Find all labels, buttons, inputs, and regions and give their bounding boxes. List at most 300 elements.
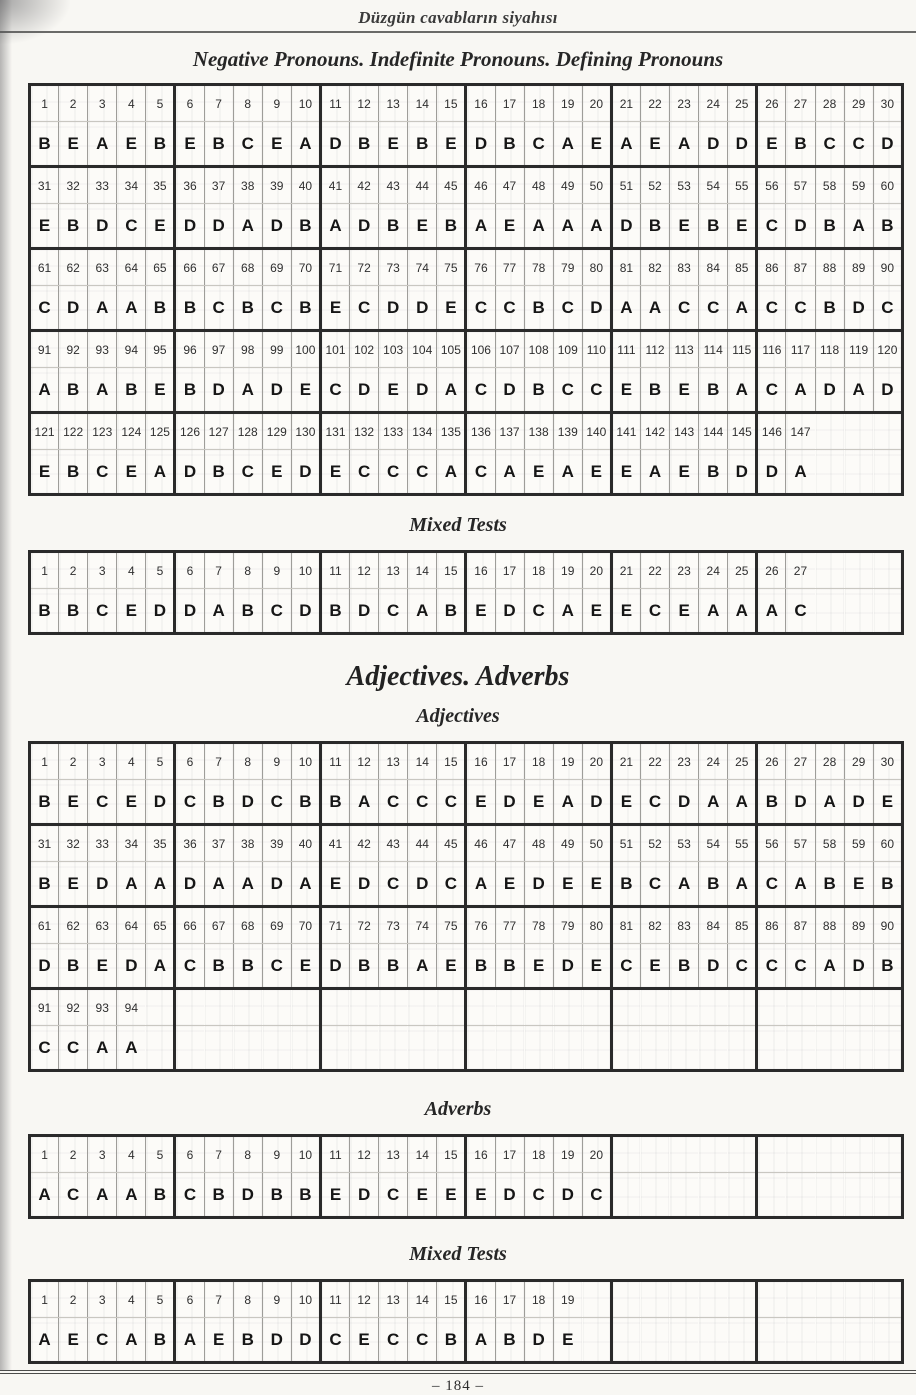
answer-letter: D (408, 286, 437, 331)
answer-letter: B (291, 1173, 320, 1218)
answer-letter: E (611, 450, 640, 495)
answer-letter: D (350, 589, 379, 634)
answer-letter (728, 1173, 757, 1218)
answer-letter: D (408, 368, 437, 413)
answer-letter (815, 450, 844, 495)
answer-letter: B (466, 944, 495, 989)
question-number: 5 (146, 1281, 175, 1318)
answer-letter: C (873, 286, 902, 331)
question-number: 10 (291, 85, 320, 122)
question-number: 88 (815, 907, 844, 944)
answer-letter: B (320, 780, 349, 825)
answer-letter (611, 1026, 640, 1071)
question-number: 123 (88, 413, 117, 450)
question-number: 7 (204, 1136, 233, 1173)
question-number: 60 (873, 167, 902, 204)
answer-letter: D (175, 862, 204, 907)
answer-letter: C (437, 780, 466, 825)
question-number: 74 (408, 249, 437, 286)
answer-letter (757, 1026, 786, 1071)
question-number: 36 (175, 825, 204, 862)
question-number (815, 989, 844, 1026)
answer-letter: A (117, 1318, 146, 1363)
answer-letter: E (466, 780, 495, 825)
question-number: 17 (495, 552, 524, 589)
answer-letter: E (495, 204, 524, 249)
answer-letter: E (59, 1318, 88, 1363)
answer-letter (175, 1026, 204, 1071)
question-number (728, 1136, 757, 1173)
answer-letter: C (88, 450, 117, 495)
answer-letter: B (495, 122, 524, 167)
question-number (873, 1136, 902, 1173)
answer-letter: C (320, 1318, 349, 1363)
question-number: 114 (699, 331, 728, 368)
question-number: 40 (291, 825, 320, 862)
question-number: 22 (640, 743, 669, 780)
answer-letter: A (88, 122, 117, 167)
answer-letter: E (291, 944, 320, 989)
question-number: 46 (466, 167, 495, 204)
answer-letter: A (88, 368, 117, 413)
answer-letter: D (350, 862, 379, 907)
answer-grid-mixed-tests-2 (0, 1279, 916, 1364)
question-number: 13 (379, 1136, 408, 1173)
answer-letter: C (728, 944, 757, 989)
answer-grid-mixed-tests-1 (0, 550, 916, 635)
answer-letter: D (873, 122, 902, 167)
question-number (815, 1136, 844, 1173)
answer-letter: A (233, 204, 262, 249)
answer-letter: E (379, 368, 408, 413)
answer-letter (873, 450, 902, 495)
answer-letter: D (204, 368, 233, 413)
question-number: 1 (30, 552, 59, 589)
answer-letter (699, 1173, 728, 1218)
question-number: 100 (291, 331, 320, 368)
question-number: 20 (582, 1136, 611, 1173)
question-number: 82 (640, 907, 669, 944)
answer-letter: B (437, 204, 466, 249)
answer-letter: E (582, 122, 611, 167)
question-number: 10 (291, 743, 320, 780)
answer-letter (815, 1026, 844, 1071)
answer-letter: E (379, 122, 408, 167)
question-number: 12 (350, 1136, 379, 1173)
answer-letter: C (786, 286, 815, 331)
answer-letter: A (408, 589, 437, 634)
question-number: 26 (757, 743, 786, 780)
answer-letter: D (495, 780, 524, 825)
question-number: 89 (844, 249, 873, 286)
question-number: 3 (88, 1136, 117, 1173)
answer-letter: A (88, 1173, 117, 1218)
question-number: 142 (640, 413, 669, 450)
question-number (728, 1281, 757, 1318)
question-number: 91 (30, 331, 59, 368)
question-number (611, 1281, 640, 1318)
answer-letter: B (59, 589, 88, 634)
question-number: 19 (553, 552, 582, 589)
question-number: 23 (670, 743, 699, 780)
question-number: 5 (146, 1136, 175, 1173)
question-number (815, 413, 844, 450)
question-number: 67 (204, 249, 233, 286)
question-number (262, 989, 291, 1026)
answer-letter: E (408, 1173, 437, 1218)
answer-letter: C (379, 1318, 408, 1363)
answer-letter: C (524, 1173, 553, 1218)
answer-letter: A (495, 450, 524, 495)
answer-letter: E (670, 368, 699, 413)
question-number: 104 (408, 331, 437, 368)
answer-letter: E (117, 122, 146, 167)
answer-grid-adverbs (0, 1134, 916, 1219)
question-number: 63 (88, 907, 117, 944)
answer-letter: D (495, 368, 524, 413)
question-number (815, 552, 844, 589)
answer-letter: B (146, 122, 175, 167)
answer-letter: A (466, 1318, 495, 1363)
question-number: 132 (350, 413, 379, 450)
answer-letter: C (611, 944, 640, 989)
question-number: 13 (379, 1281, 408, 1318)
question-number: 107 (495, 331, 524, 368)
question-number (582, 1281, 611, 1318)
question-number (611, 989, 640, 1026)
answer-letter: B (30, 780, 59, 825)
answer-letter: E (495, 862, 524, 907)
answer-letter: C (88, 589, 117, 634)
answer-letter: A (640, 450, 669, 495)
question-number: 65 (146, 907, 175, 944)
answer-letter: C (553, 286, 582, 331)
question-number: 86 (757, 249, 786, 286)
question-number: 22 (640, 552, 669, 589)
answer-letter: E (175, 122, 204, 167)
answer-letter: D (291, 589, 320, 634)
answer-letter: A (553, 780, 582, 825)
question-number (582, 989, 611, 1026)
question-number: 13 (379, 743, 408, 780)
answer-letter: D (59, 286, 88, 331)
question-number: 84 (699, 907, 728, 944)
answer-letter: B (262, 1173, 291, 1218)
question-number: 6 (175, 1136, 204, 1173)
question-number: 55 (728, 825, 757, 862)
question-number: 113 (670, 331, 699, 368)
question-number: 117 (786, 331, 815, 368)
question-number: 40 (291, 167, 320, 204)
answer-letter (815, 1318, 844, 1363)
answer-letter: A (204, 589, 233, 634)
question-number: 105 (437, 331, 466, 368)
question-number: 37 (204, 825, 233, 862)
answer-letter: A (728, 862, 757, 907)
chapter-heading: Adjectives. Adverbs (346, 661, 570, 692)
question-number: 7 (204, 1281, 233, 1318)
question-number (553, 989, 582, 1026)
question-number: 77 (495, 907, 524, 944)
answer-letter: E (437, 1173, 466, 1218)
question-number (379, 989, 408, 1026)
footer-divider (0, 1370, 916, 1395)
question-number: 9 (262, 552, 291, 589)
answer-letter: D (524, 1318, 553, 1363)
question-number: 28 (815, 85, 844, 122)
answer-letter: B (699, 450, 728, 495)
answer-letter: C (553, 368, 582, 413)
question-number: 50 (582, 167, 611, 204)
answer-letter: C (350, 286, 379, 331)
question-number: 8 (233, 743, 262, 780)
question-number: 17 (495, 743, 524, 780)
question-number: 5 (146, 85, 175, 122)
answer-letter: C (117, 204, 146, 249)
answer-letter: C (320, 368, 349, 413)
question-number: 16 (466, 1136, 495, 1173)
question-number: 106 (466, 331, 495, 368)
question-number: 109 (553, 331, 582, 368)
question-number: 16 (466, 552, 495, 589)
answer-letter: A (524, 204, 553, 249)
answer-letter: E (611, 780, 640, 825)
answer-letter: D (582, 780, 611, 825)
answer-letter: D (30, 944, 59, 989)
question-number: 83 (670, 249, 699, 286)
question-number: 68 (233, 907, 262, 944)
question-number: 78 (524, 907, 553, 944)
question-number: 97 (204, 331, 233, 368)
answer-letter (815, 1173, 844, 1218)
question-number: 17 (495, 85, 524, 122)
question-number: 64 (117, 249, 146, 286)
answer-letter (873, 1026, 902, 1071)
answer-letter (611, 1173, 640, 1218)
question-number: 14 (408, 552, 437, 589)
answer-letter: D (291, 1318, 320, 1363)
question-number (670, 1281, 699, 1318)
question-number (291, 989, 320, 1026)
answer-letter: E (728, 204, 757, 249)
answer-letter (670, 1026, 699, 1071)
question-number: 6 (175, 552, 204, 589)
answer-letter: A (553, 589, 582, 634)
answer-letter: E (524, 944, 553, 989)
question-number: 124 (117, 413, 146, 450)
answer-letter: B (757, 780, 786, 825)
answer-letter: B (640, 368, 669, 413)
question-number: 116 (757, 331, 786, 368)
answer-letter: E (582, 450, 611, 495)
question-number: 77 (495, 249, 524, 286)
page-header: Düzgün cavabların siyahısı (358, 8, 558, 27)
answer-letter: E (320, 862, 349, 907)
answer-letter: E (757, 122, 786, 167)
question-number: 136 (466, 413, 495, 450)
answer-letter: B (291, 204, 320, 249)
answer-letter: A (815, 780, 844, 825)
question-number: 26 (757, 552, 786, 589)
section-title-negative-pronouns: Negative Pronouns. Indefinite Pronouns. Defining Pronouns (192, 47, 724, 71)
answer-letter (786, 1318, 815, 1363)
answer-letter: C (262, 780, 291, 825)
answer-letter: B (320, 589, 349, 634)
answer-letter: C (30, 286, 59, 331)
question-number: 93 (88, 989, 117, 1026)
question-number (233, 989, 262, 1026)
answer-letter: D (175, 589, 204, 634)
answer-letter: C (88, 780, 117, 825)
answer-letter: A (146, 862, 175, 907)
answer-letter: C (379, 450, 408, 495)
answer-letter: E (117, 589, 146, 634)
question-number: 11 (320, 85, 349, 122)
answer-letter: D (262, 368, 291, 413)
question-number: 2 (59, 1281, 88, 1318)
question-number: 22 (640, 85, 669, 122)
question-number: 2 (59, 1136, 88, 1173)
answer-letter: D (88, 862, 117, 907)
answer-table-mixed-tests-2 (28, 1279, 904, 1364)
question-number: 76 (466, 249, 495, 286)
answer-letter: E (437, 286, 466, 331)
question-number: 42 (350, 825, 379, 862)
answer-letter (146, 1026, 175, 1071)
question-number: 5 (146, 552, 175, 589)
answer-letter (495, 1026, 524, 1071)
section-title-mixed-tests-2: Mixed Tests (409, 1243, 507, 1265)
answer-letter: D (728, 450, 757, 495)
answer-letter (873, 589, 902, 634)
question-number: 19 (553, 1281, 582, 1318)
answer-letter (844, 1173, 873, 1218)
question-number: 3 (88, 1281, 117, 1318)
question-number (670, 989, 699, 1026)
question-number (408, 989, 437, 1026)
answer-letter: B (59, 450, 88, 495)
answer-letter: C (408, 1318, 437, 1363)
question-number: 126 (175, 413, 204, 450)
question-number: 95 (146, 331, 175, 368)
question-number: 108 (524, 331, 553, 368)
answer-letter: D (844, 780, 873, 825)
question-number: 61 (30, 249, 59, 286)
answer-letter: C (466, 286, 495, 331)
question-number: 103 (379, 331, 408, 368)
question-number: 25 (728, 85, 757, 122)
question-number (699, 1136, 728, 1173)
question-number: 80 (582, 249, 611, 286)
answer-letter (873, 1173, 902, 1218)
question-number: 33 (88, 167, 117, 204)
answer-letter: A (146, 450, 175, 495)
answer-letter: D (379, 286, 408, 331)
answer-letter: D (320, 944, 349, 989)
answer-letter: A (553, 204, 582, 249)
question-number: 93 (88, 331, 117, 368)
question-number: 94 (117, 331, 146, 368)
answer-letter: A (466, 862, 495, 907)
question-number (873, 1281, 902, 1318)
question-number: 121 (30, 413, 59, 450)
question-number: 10 (291, 1281, 320, 1318)
answer-letter: A (728, 286, 757, 331)
answer-letter: B (175, 286, 204, 331)
answer-letter: D (524, 862, 553, 907)
answer-letter: A (117, 1026, 146, 1071)
answer-letter: B (233, 944, 262, 989)
answer-letter: E (59, 862, 88, 907)
answer-letter: D (844, 944, 873, 989)
answer-letter: C (233, 122, 262, 167)
question-number (873, 989, 902, 1026)
answer-letter: E (320, 286, 349, 331)
answer-letter: D (699, 944, 728, 989)
answer-letter: A (408, 944, 437, 989)
question-number: 15 (437, 85, 466, 122)
answer-letter: B (146, 1173, 175, 1218)
question-number (466, 989, 495, 1026)
answer-letter: B (204, 780, 233, 825)
question-number (786, 989, 815, 1026)
question-number (786, 1136, 815, 1173)
question-number: 6 (175, 743, 204, 780)
question-number: 87 (786, 249, 815, 286)
answer-letter: B (786, 122, 815, 167)
question-number: 15 (437, 743, 466, 780)
question-number: 62 (59, 249, 88, 286)
answer-letter: D (204, 204, 233, 249)
question-number: 144 (699, 413, 728, 450)
question-number (786, 1281, 815, 1318)
question-number: 115 (728, 331, 757, 368)
answer-letter: D (786, 780, 815, 825)
question-number (844, 413, 873, 450)
answer-letter: D (262, 862, 291, 907)
answer-letter: C (466, 450, 495, 495)
answer-letter: B (233, 286, 262, 331)
question-number (873, 413, 902, 450)
question-number: 39 (262, 825, 291, 862)
question-number: 49 (553, 167, 582, 204)
answer-letter: E (553, 1318, 582, 1363)
answer-letter (640, 1173, 669, 1218)
answer-letter: E (59, 122, 88, 167)
question-number (320, 989, 349, 1026)
answer-letter: E (553, 862, 582, 907)
answer-letter: D (553, 1173, 582, 1218)
answer-letter: D (757, 450, 786, 495)
answer-letter: C (350, 450, 379, 495)
answer-table-adjectives (28, 741, 904, 1072)
answer-letter: A (204, 862, 233, 907)
answer-letter: B (379, 204, 408, 249)
question-number: 56 (757, 825, 786, 862)
answer-letter: E (611, 368, 640, 413)
question-number: 134 (408, 413, 437, 450)
answer-letter: A (670, 862, 699, 907)
answer-letter: C (379, 589, 408, 634)
answer-letter: B (350, 944, 379, 989)
question-number (611, 1136, 640, 1173)
question-number: 69 (262, 249, 291, 286)
question-number: 99 (262, 331, 291, 368)
page-number: – 184 – (432, 1378, 484, 1394)
question-number: 50 (582, 825, 611, 862)
question-number: 79 (553, 907, 582, 944)
answer-letter: B (146, 286, 175, 331)
